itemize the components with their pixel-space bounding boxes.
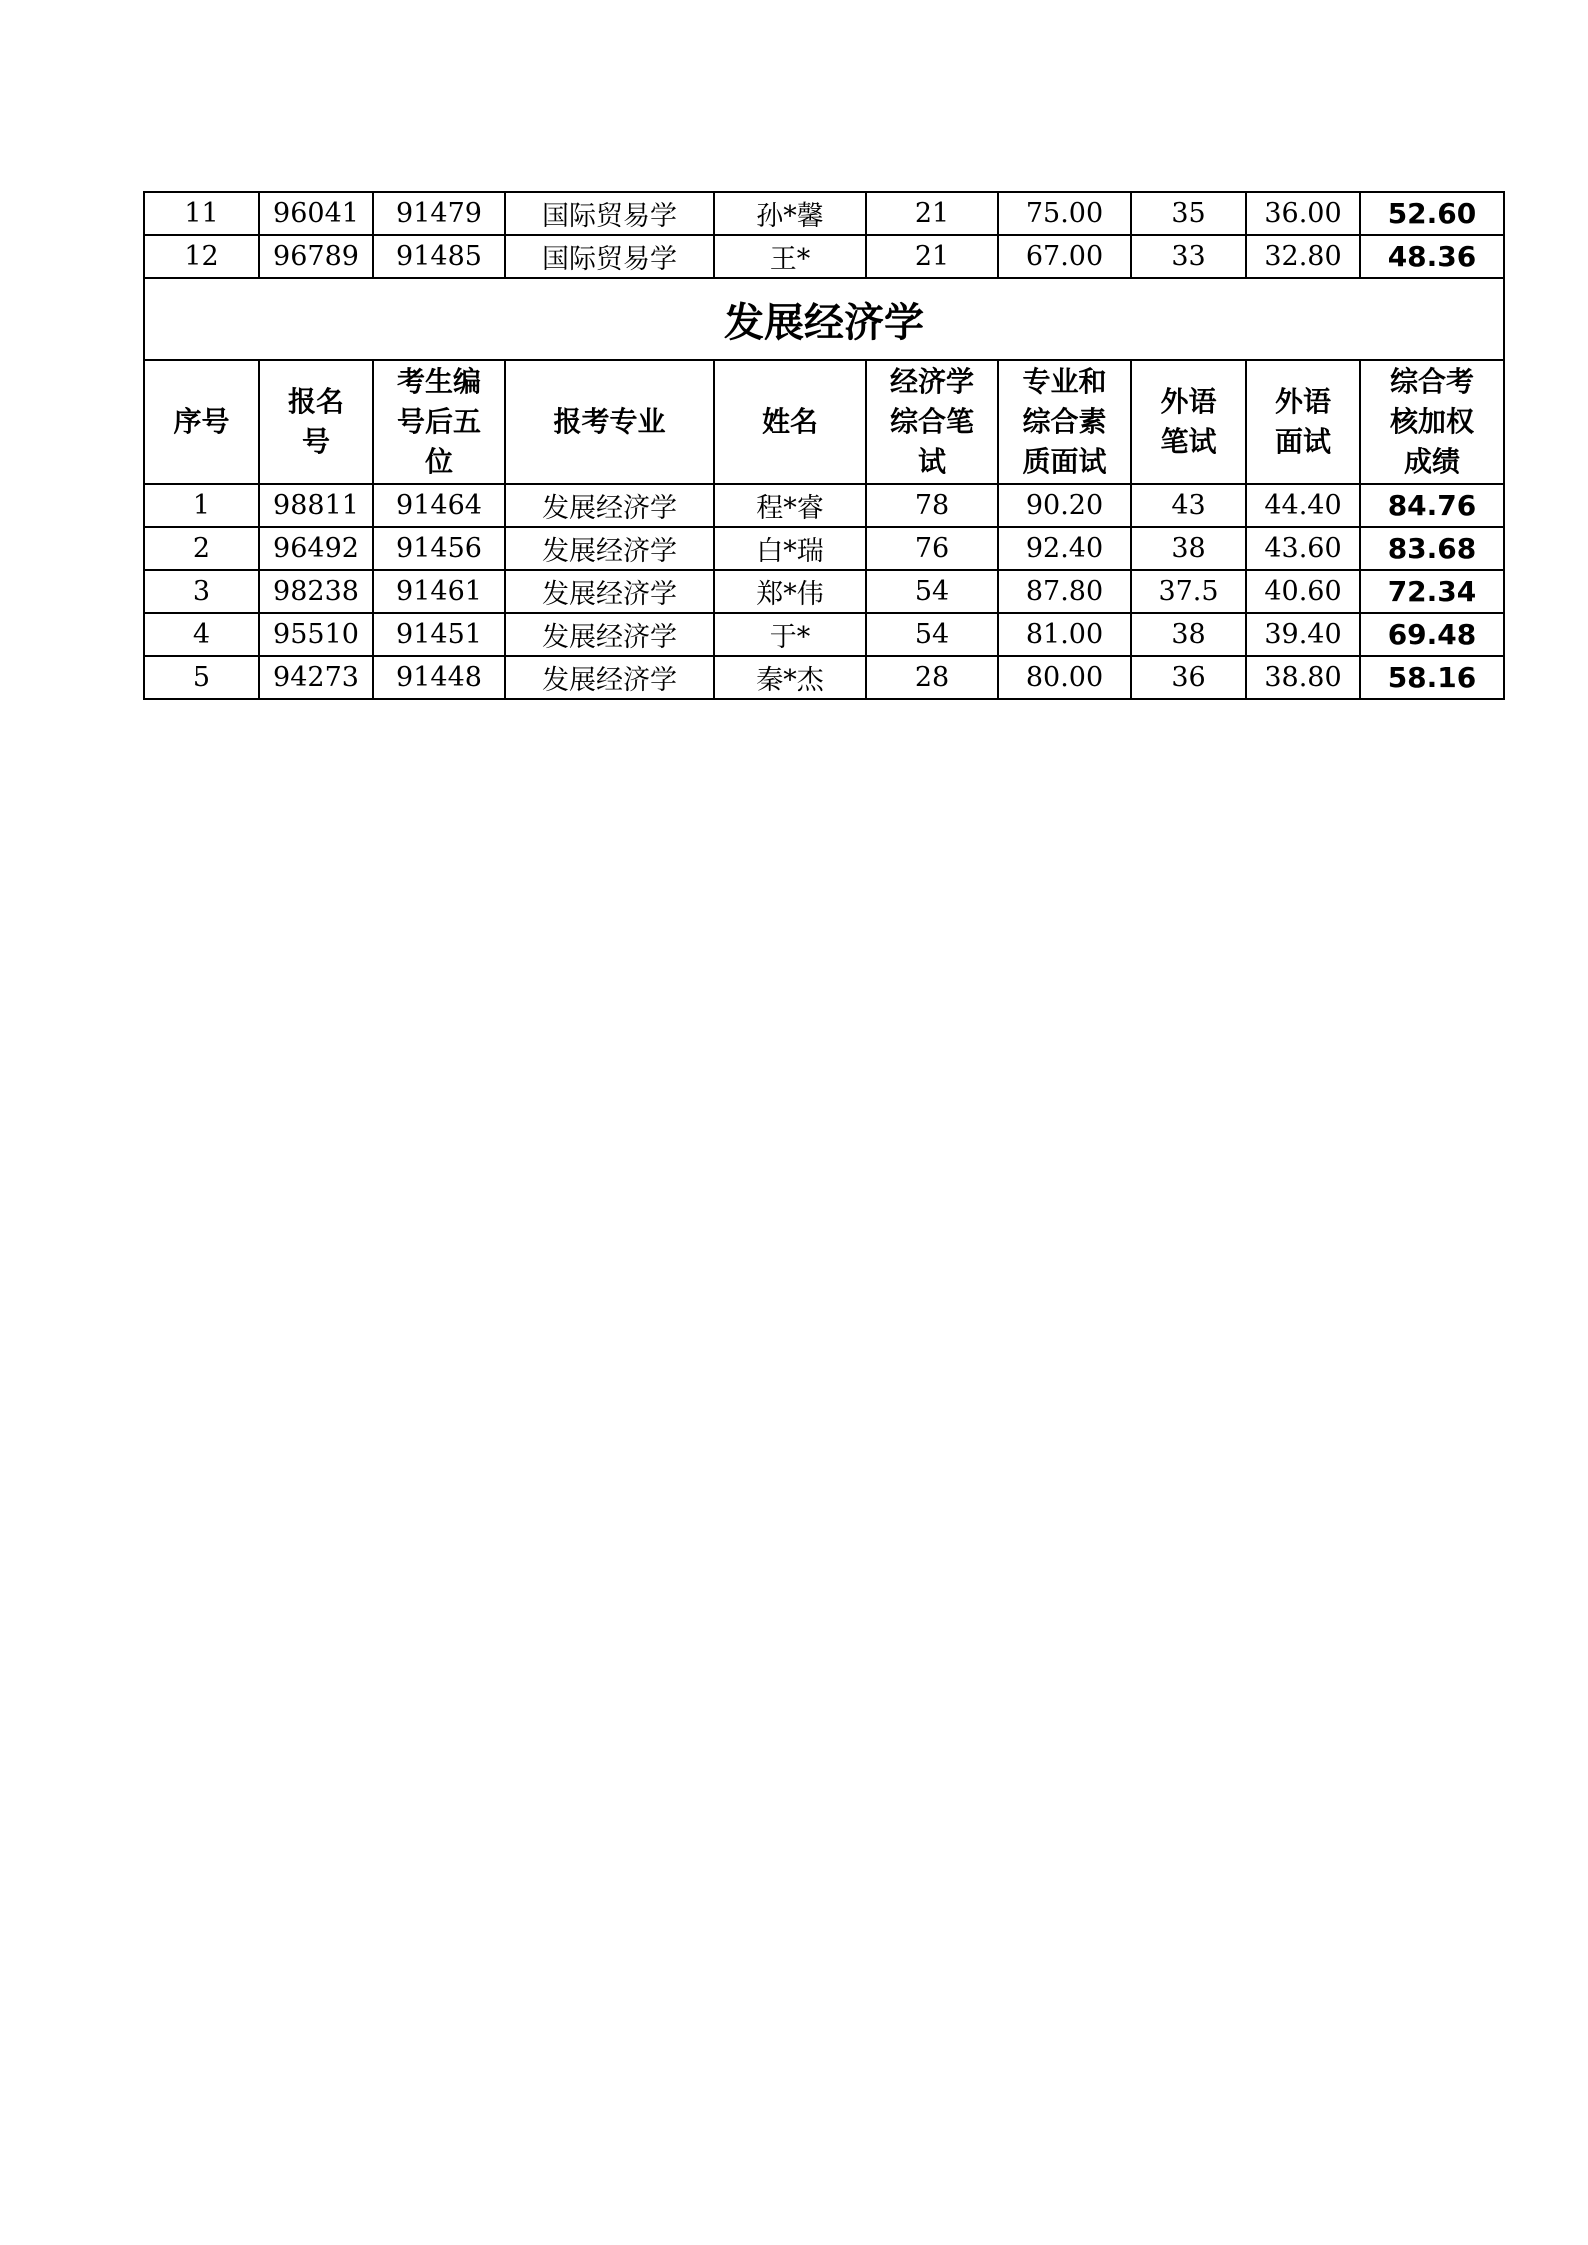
header-fl-interview: 外语面试 [1246,360,1360,484]
fl-written-cell: 33 [1131,235,1246,278]
total-score-cell: 83.68 [1360,527,1504,570]
table-row [144,527,1504,570]
fl-written-cell: 35 [1131,192,1246,235]
header-fl-written: 外语笔试 [1131,360,1246,484]
fl-interview-cell: 36.00 [1246,192,1360,235]
table-header-row [144,360,1504,484]
exam-id-cell: 91448 [373,656,505,699]
fl-interview-cell: 39.40 [1246,613,1360,656]
seq-cell: 11 [144,192,259,235]
interview-cell: 87.80 [998,570,1131,613]
interview-cell: 80.00 [998,656,1131,699]
econ-written-cell: 76 [866,527,998,570]
econ-written-cell: 54 [866,570,998,613]
econ-written-cell: 28 [866,656,998,699]
exam-id-cell: 91451 [373,613,505,656]
interview-cell: 90.20 [998,484,1131,527]
econ-written-cell: 78 [866,484,998,527]
exam-id-cell: 91485 [373,235,505,278]
name-cell: 程*睿 [714,484,866,527]
fl-written-cell: 38 [1131,527,1246,570]
reg-no-cell: 96789 [259,235,373,278]
reg-no-cell: 96041 [259,192,373,235]
table-row [144,570,1504,613]
major-cell: 国际贸易学 [505,192,714,235]
exam-id-cell: 91479 [373,192,505,235]
header-total: 综合考核加权成绩 [1360,360,1504,484]
fl-interview-cell: 43.60 [1246,527,1360,570]
section-title-row [144,278,1504,360]
header-reg-no: 报名号 [259,360,373,484]
major-cell: 发展经济学 [505,613,714,656]
name-cell: 白*瑞 [714,527,866,570]
header-seq: 序号 [144,360,259,484]
major-cell: 国际贸易学 [505,235,714,278]
name-cell: 于* [714,613,866,656]
reg-no-cell: 95510 [259,613,373,656]
interview-cell: 92.40 [998,527,1131,570]
fl-written-cell: 38 [1131,613,1246,656]
interview-cell: 67.00 [998,235,1131,278]
score-table [143,191,1505,700]
header-econ-written: 经济学综合笔试 [866,360,998,484]
fl-written-cell: 43 [1131,484,1246,527]
seq-cell: 3 [144,570,259,613]
table-row [144,235,1504,278]
reg-no-cell: 98238 [259,570,373,613]
total-score-cell: 58.16 [1360,656,1504,699]
header-interview: 专业和综合素质面试 [998,360,1131,484]
econ-written-cell: 21 [866,192,998,235]
major-cell: 发展经济学 [505,656,714,699]
seq-cell: 5 [144,656,259,699]
total-score-cell: 52.60 [1360,192,1504,235]
total-score-cell: 48.36 [1360,235,1504,278]
table-row [144,613,1504,656]
econ-written-cell: 54 [866,613,998,656]
exam-id-cell: 91456 [373,527,505,570]
name-cell: 郑*伟 [714,570,866,613]
major-cell: 发展经济学 [505,484,714,527]
seq-cell: 1 [144,484,259,527]
table-row [144,484,1504,527]
major-cell: 发展经济学 [505,527,714,570]
total-score-cell: 69.48 [1360,613,1504,656]
total-score-cell: 84.76 [1360,484,1504,527]
exam-id-cell: 91464 [373,484,505,527]
fl-written-cell: 36 [1131,656,1246,699]
name-cell: 王* [714,235,866,278]
total-score-cell: 72.34 [1360,570,1504,613]
name-cell: 孙*馨 [714,192,866,235]
reg-no-cell: 98811 [259,484,373,527]
reg-no-cell: 94273 [259,656,373,699]
fl-interview-cell: 40.60 [1246,570,1360,613]
exam-id-cell: 91461 [373,570,505,613]
section-title: 发展经济学 [144,278,1504,360]
fl-interview-cell: 32.80 [1246,235,1360,278]
table-row [144,192,1504,235]
seq-cell: 12 [144,235,259,278]
seq-cell: 4 [144,613,259,656]
fl-written-cell: 37.5 [1131,570,1246,613]
fl-interview-cell: 38.80 [1246,656,1360,699]
table-row [144,656,1504,699]
econ-written-cell: 21 [866,235,998,278]
header-major: 报考专业 [505,360,714,484]
header-name: 姓名 [714,360,866,484]
seq-cell: 2 [144,527,259,570]
reg-no-cell: 96492 [259,527,373,570]
interview-cell: 81.00 [998,613,1131,656]
name-cell: 秦*杰 [714,656,866,699]
fl-interview-cell: 44.40 [1246,484,1360,527]
interview-cell: 75.00 [998,192,1131,235]
major-cell: 发展经济学 [505,570,714,613]
header-exam-id: 考生编号后五位 [373,360,505,484]
